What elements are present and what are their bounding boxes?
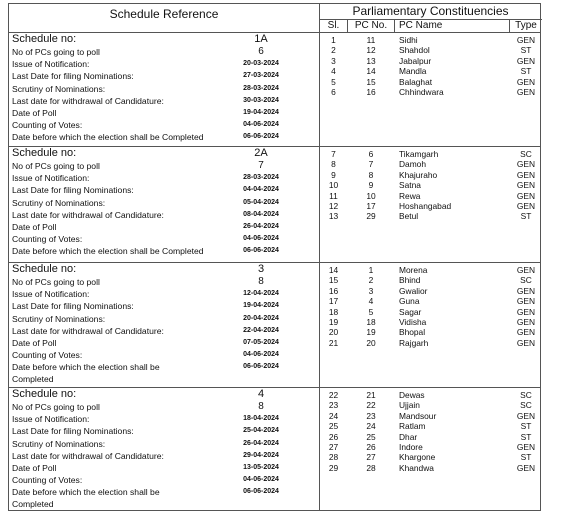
- pc-row: [320, 317, 542, 327]
- row-label: Last date for withdrawal of Candidature:: [12, 209, 164, 220]
- pc-name-column-header: PC Name: [399, 20, 443, 31]
- type-cell: SC: [520, 149, 532, 159]
- row-value: 18-04-2024: [243, 415, 279, 423]
- pc-name-cell: Dhar: [399, 431, 418, 442]
- type-cell: GEN: [516, 200, 536, 211]
- pc-no-cell: 7: [368, 159, 374, 170]
- pc-name-cell: Rajgarh: [399, 337, 429, 348]
- row-label: Scrutiny of Nominations:: [12, 197, 106, 208]
- issue-notification-row: [9, 413, 319, 425]
- withdrawal-row: [9, 450, 319, 462]
- type-cell: GEN: [516, 35, 536, 45]
- row-label: Last Date for filing Nominations:: [12, 71, 134, 82]
- row-value: 04-06-2024: [243, 351, 279, 359]
- completion-row: [9, 131, 319, 143]
- last-date-nominations-row: [9, 70, 319, 82]
- issue-notification-row: [9, 58, 319, 70]
- scrutiny-row: [9, 83, 319, 95]
- issue-notification-row: [9, 172, 319, 184]
- row-label: Date of Poll: [12, 107, 57, 118]
- pc-row: [320, 45, 542, 55]
- pc-row: [320, 442, 542, 452]
- pc-row: [320, 66, 542, 76]
- pc-no-cell: 8: [368, 169, 374, 180]
- sl-cell: 23: [328, 400, 339, 411]
- sl-cell: 18: [328, 306, 339, 317]
- pc-name-cell: Khandwa: [399, 462, 434, 473]
- type-cell: SC: [520, 400, 532, 411]
- type-cell: GEN: [516, 55, 536, 66]
- type-cell: ST: [520, 421, 532, 432]
- pc-row: [320, 421, 542, 431]
- sl-column-header: Sl.: [320, 20, 348, 33]
- sl-cell: 13: [328, 211, 339, 222]
- row-label: Date before which the election shall be Completed: [12, 246, 204, 257]
- type-cell: GEN: [516, 410, 536, 421]
- sl-cell: 2: [331, 45, 336, 56]
- row-label: Counting of Votes:: [12, 120, 83, 131]
- row-label: Last Date for filing Nominations:: [12, 426, 134, 437]
- sl-cell: 29: [328, 462, 339, 473]
- sl-cell: 9: [331, 169, 336, 180]
- row-label: Last Date for filing Nominations:: [12, 301, 134, 312]
- sl-cell: 5: [331, 76, 336, 87]
- pc-count-row: [9, 160, 319, 172]
- schedule-reference-header: Schedule Reference: [109, 7, 219, 21]
- sl-cell: 10: [328, 180, 339, 191]
- row-label: [12, 486, 212, 510]
- pc-row: [320, 265, 542, 275]
- pc-name-cell: Betul: [399, 211, 419, 222]
- issue-notification-row: [9, 288, 319, 300]
- pc-row: [320, 286, 542, 296]
- row-label: Schedule no:: [12, 33, 77, 45]
- pc-name-cell: Bhopal: [399, 327, 426, 338]
- sl-cell: 15: [328, 275, 339, 286]
- schedule-section: [9, 147, 319, 258]
- row-value: 20-03-2024: [243, 60, 279, 68]
- row-label: No of PCs going to poll: [12, 47, 100, 57]
- pc-name-cell: Chhindwara: [399, 86, 444, 97]
- last-date-nominations-row: [9, 300, 319, 312]
- row-value: 30-03-2024: [243, 96, 279, 104]
- row-value: 19-04-2024: [243, 302, 279, 310]
- pc-name-cell: Khargone: [399, 452, 436, 463]
- sl-cell: 3: [331, 55, 336, 66]
- completion-label-line1: Date before which the election shall be: [12, 362, 160, 373]
- pc-row: [320, 149, 542, 159]
- pc-list: [320, 149, 542, 222]
- type-cell: GEN: [516, 159, 536, 170]
- row-label: Date before which the election shall be Completed: [12, 132, 204, 143]
- row-label: Date of Poll: [12, 462, 57, 473]
- type-cell: GEN: [516, 327, 536, 338]
- pc-no-cell: 10: [366, 190, 376, 201]
- parliamentary-constituencies-header: Parliamentary Constituencies: [352, 4, 509, 18]
- row-value: 20-04-2024: [243, 314, 279, 322]
- pc-no-cell: 20: [366, 337, 376, 348]
- last-date-nominations-row: [9, 184, 319, 196]
- pc-no-cell: 28: [366, 462, 376, 473]
- row-value: 06-06-2024: [243, 247, 279, 255]
- type-cell: GEN: [516, 86, 536, 97]
- type-column-header: Type: [509, 20, 542, 33]
- counting-row: [9, 119, 319, 131]
- row-value: 06-06-2024: [243, 363, 279, 371]
- row-label: No of PCs going to poll: [12, 277, 100, 287]
- row-value: 28-03-2024: [243, 84, 279, 92]
- pc-count-row: [9, 401, 319, 413]
- sl-cell: 4: [331, 66, 336, 77]
- pc-name-cell: Rewa: [399, 190, 421, 201]
- pc-name-cell: Damoh: [399, 159, 426, 170]
- completion-label-line2: Completed: [12, 499, 54, 510]
- withdrawal-row: [9, 95, 319, 107]
- type-cell: GEN: [516, 265, 536, 275]
- row-value: 22-04-2024: [243, 326, 279, 334]
- pc-row: [320, 87, 542, 97]
- pc-list: [320, 35, 542, 97]
- row-value: 25-04-2024: [243, 427, 279, 435]
- counting-row: [9, 474, 319, 486]
- row-value: 7: [258, 160, 264, 171]
- pc-row: [320, 432, 542, 442]
- withdrawal-row: [9, 325, 319, 337]
- row-label: Last Date for filing Nominations:: [12, 185, 134, 196]
- row-label: Last date for withdrawal of Candidature:: [12, 450, 164, 461]
- completion-row: [9, 486, 319, 510]
- schedule-table: [8, 3, 541, 511]
- completion-row: [9, 245, 319, 257]
- pc-row: [320, 56, 542, 66]
- sl-cell: 24: [328, 410, 339, 421]
- date-of-poll-row: [9, 221, 319, 233]
- schedule-number-row: [9, 388, 319, 401]
- sl-cell: 16: [328, 285, 339, 296]
- schedule-number-row: [9, 263, 319, 276]
- sl-cell: 7: [331, 149, 336, 159]
- pc-name-cell: Morena: [399, 265, 428, 275]
- type-cell: GEN: [516, 296, 536, 307]
- type-cell: ST: [520, 431, 532, 442]
- pc-no-cell: 27: [366, 452, 376, 463]
- pc-no-cell: 2: [368, 275, 374, 286]
- completion-label-line2: Completed: [12, 374, 54, 385]
- pc-no-cell: 3: [368, 285, 374, 296]
- row-value: 04-06-2024: [243, 121, 279, 129]
- row-value: 8: [258, 276, 264, 287]
- pc-name-cell: Vidisha: [399, 316, 427, 327]
- type-cell: GEN: [516, 316, 536, 327]
- pc-name-cell: Bhind: [399, 275, 421, 286]
- pc-row: [320, 191, 542, 201]
- row-value: 04-06-2024: [243, 235, 279, 243]
- pc-no-cell: 4: [368, 296, 374, 307]
- schedule-section: [9, 33, 319, 144]
- pc-row: [320, 170, 542, 180]
- row-value: 4: [257, 388, 265, 400]
- pc-list: [320, 390, 542, 473]
- row-label: No of PCs going to poll: [12, 402, 100, 412]
- type-cell: GEN: [516, 337, 536, 348]
- row-value: 26-04-2024: [243, 439, 279, 447]
- type-cell: ST: [520, 45, 532, 56]
- pc-row: [320, 211, 542, 221]
- pc-row: [320, 296, 542, 306]
- pc-no-cell: 13: [366, 55, 376, 66]
- pc-no-cell: 19: [366, 327, 376, 338]
- row-label: Last date for withdrawal of Candidature:: [12, 325, 164, 336]
- schedule-number-row: [9, 33, 319, 46]
- counting-row: [9, 233, 319, 245]
- row-value: 04-06-2024: [243, 476, 279, 484]
- date-of-poll-row: [9, 107, 319, 119]
- pc-row: [320, 338, 542, 348]
- pc-no-cell: 1: [368, 265, 374, 275]
- row-label: Scrutiny of Nominations:: [12, 313, 106, 324]
- schedule-number-row: [9, 147, 319, 160]
- pc-name-cell: Guna: [399, 296, 420, 307]
- sl-cell: 17: [328, 296, 339, 307]
- completion-label-line1: Date before which the election shall be: [12, 487, 160, 498]
- sl-cell: 12: [328, 200, 339, 211]
- row-value: 2A: [254, 147, 268, 159]
- pc-no-cell: 21: [366, 390, 376, 400]
- pc-no-cell: 15: [366, 76, 376, 87]
- type-cell: ST: [520, 66, 532, 77]
- sl-cell: 14: [328, 265, 339, 275]
- row-value: 6: [258, 46, 264, 57]
- sl-cell: 11: [329, 190, 338, 201]
- type-cell: GEN: [516, 462, 536, 473]
- type-cell: GEN: [516, 76, 536, 87]
- scrutiny-row: [9, 197, 319, 209]
- type-cell: GEN: [516, 441, 536, 452]
- type-cell: SC: [520, 390, 532, 400]
- row-label: Date of Poll: [12, 221, 57, 232]
- date-of-poll-row: [9, 462, 319, 474]
- pc-list: [320, 265, 542, 348]
- row-value: 28-03-2024: [243, 174, 279, 182]
- row-value: 27-03-2024: [243, 72, 279, 80]
- pc-no-cell: 18: [366, 316, 376, 327]
- pc-row: [320, 159, 542, 169]
- row-value: 07-05-2024: [243, 338, 279, 346]
- pc-row: [320, 180, 542, 190]
- pc-no-cell: 11: [366, 35, 376, 45]
- pc-row: [320, 452, 542, 462]
- row-label: Schedule no:: [12, 147, 77, 159]
- pc-no-cell: 9: [368, 180, 374, 191]
- type-cell: GEN: [516, 190, 536, 201]
- row-value: 13-05-2024: [243, 463, 279, 471]
- row-label: Issue of Notification:: [12, 289, 90, 300]
- row-label: Counting of Votes:: [12, 234, 83, 245]
- pc-no-cell: 5: [368, 306, 374, 317]
- sl-cell: 20: [328, 327, 339, 338]
- pc-name-cell: Gwalior: [399, 285, 428, 296]
- row-value: 12-04-2024: [243, 290, 279, 298]
- type-cell: SC: [520, 275, 532, 286]
- pc-no-cell: 14: [366, 66, 376, 77]
- row-value: 08-04-2024: [243, 210, 279, 218]
- pc-row: [320, 307, 542, 317]
- pc-count-row: [9, 46, 319, 58]
- pc-row: [320, 327, 542, 337]
- type-cell: GEN: [516, 180, 536, 191]
- pc-row: [320, 275, 542, 285]
- pc-name-cell: Satna: [399, 180, 421, 191]
- row-label: Scrutiny of Nominations:: [12, 438, 106, 449]
- row-value: 06-06-2024: [243, 488, 279, 496]
- pc-no-cell: 16: [366, 86, 376, 97]
- row-value: 29-04-2024: [243, 451, 279, 459]
- scrutiny-row: [9, 438, 319, 450]
- pc-name-cell: Dewas: [399, 390, 425, 400]
- pc-row: [320, 411, 542, 421]
- pc-row: [320, 201, 542, 211]
- sl-cell: 1: [331, 35, 336, 45]
- row-value: 1A: [254, 33, 268, 45]
- pc-no-cell: 29: [366, 211, 376, 222]
- pc-no-cell: 6: [368, 149, 374, 159]
- row-value: 8: [258, 401, 264, 412]
- pc-name-cell: Mandla: [399, 66, 427, 77]
- sl-cell: 22: [328, 390, 339, 400]
- type-cell: GEN: [516, 169, 536, 180]
- sl-cell: 25: [328, 421, 339, 432]
- row-label: Counting of Votes:: [12, 350, 83, 361]
- row-label: Schedule no:: [12, 263, 77, 275]
- pc-no-cell: 23: [366, 410, 376, 421]
- sl-cell: 27: [328, 441, 339, 452]
- pc-count-row: [9, 276, 319, 288]
- withdrawal-row: [9, 209, 319, 221]
- type-cell: GEN: [516, 285, 536, 296]
- row-label: [12, 361, 212, 385]
- pc-name-cell: Jabalpur: [399, 55, 432, 66]
- row-value: 04-04-2024: [243, 186, 279, 194]
- schedule-section: [9, 263, 319, 385]
- type-cell: ST: [520, 452, 532, 463]
- type-cell: ST: [520, 211, 532, 222]
- sl-cell: 8: [331, 159, 336, 170]
- row-label: Issue of Notification:: [12, 59, 90, 70]
- last-date-nominations-row: [9, 425, 319, 437]
- row-label: Date of Poll: [12, 337, 57, 348]
- counting-row: [9, 349, 319, 361]
- completion-row: [9, 361, 319, 385]
- date-of-poll-row: [9, 337, 319, 349]
- row-value: 06-06-2024: [243, 133, 279, 141]
- pc-name-cell: Tikamgarh: [399, 149, 439, 159]
- pc-no-cell: 26: [366, 441, 376, 452]
- sl-cell: 26: [328, 431, 339, 442]
- row-value: 05-04-2024: [243, 198, 279, 206]
- pc-row: [320, 35, 542, 45]
- row-label: Scrutiny of Nominations:: [12, 83, 106, 94]
- scrutiny-row: [9, 313, 319, 325]
- pc-name-cell: Hoshangabad: [399, 200, 452, 211]
- schedule-section: [9, 388, 319, 510]
- pc-name-cell: Sagar: [399, 306, 422, 317]
- pc-row: [320, 77, 542, 87]
- pc-no-cell: 24: [366, 421, 376, 432]
- pc-no-cell: 22: [366, 400, 376, 411]
- row-label: Issue of Notification:: [12, 414, 90, 425]
- pc-name-cell: Balaghat: [399, 76, 433, 87]
- sl-cell: 6: [331, 86, 336, 97]
- pc-name-cell: Indore: [399, 441, 423, 452]
- sl-cell: 19: [328, 316, 339, 327]
- row-label: No of PCs going to poll: [12, 161, 100, 171]
- pc-no-cell: 12: [366, 45, 376, 56]
- row-label: Last date for withdrawal of Candidature:: [12, 95, 164, 106]
- pc-name-cell: Shahdol: [399, 45, 430, 56]
- sl-cell: 28: [328, 452, 339, 463]
- row-value: 26-04-2024: [243, 222, 279, 230]
- row-value: 19-04-2024: [243, 108, 279, 116]
- row-label: Schedule no:: [12, 388, 77, 400]
- pc-name-cell: Mandsour: [399, 410, 437, 421]
- pc-name-cell: Sidhi: [399, 35, 418, 45]
- pc-no-cell: 25: [366, 431, 376, 442]
- pc-name-cell: Khajuraho: [399, 169, 438, 180]
- pc-no-column-header: PC No.: [348, 20, 395, 33]
- type-cell: GEN: [516, 306, 536, 317]
- row-value: 3: [257, 263, 265, 275]
- row-label: Counting of Votes:: [12, 475, 83, 486]
- row-label: Issue of Notification:: [12, 173, 90, 184]
- sl-cell: 21: [328, 337, 339, 348]
- pc-row: [320, 400, 542, 410]
- pc-row: [320, 463, 542, 473]
- pc-row: [320, 390, 542, 400]
- pc-no-cell: 17: [366, 200, 376, 211]
- pc-name-cell: Ujjain: [399, 400, 420, 411]
- pc-name-cell: Ratlam: [399, 421, 426, 432]
